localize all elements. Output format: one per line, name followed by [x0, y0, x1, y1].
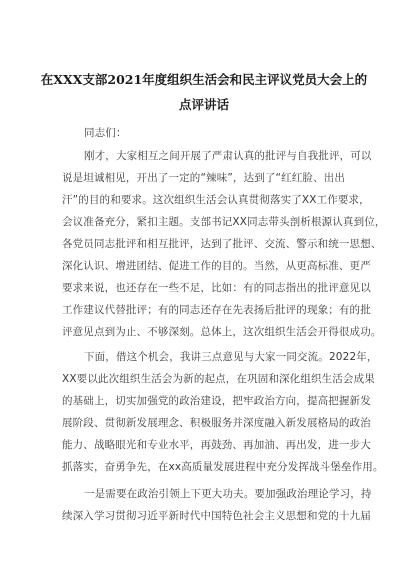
paragraph-line: 各党员同志批评和相互批评，达到了批评、交流、警示和统一思想、: [62, 238, 382, 250]
paragraph-line: 能力、战略眼光和专业水平，再鼓劲、再加油、再出发，进一步大: [62, 439, 371, 451]
paragraph-line: 工作建议代替批评；有的同志还存在先表扬后批评的现象；有的批: [62, 304, 371, 316]
paragraph-line: 展阶段、贯彻新发展理念、积极服务并深度融入新发展格局的政治: [62, 417, 371, 429]
paragraph-line: 要求来说，也还存在一些不足，比如：有的同志指出的批评意见以: [62, 282, 371, 294]
salutation: 同志们：: [84, 127, 127, 139]
paragraph-line: 下面，借这个机会，我讲三点意见与大家一同交流。2022年，: [84, 351, 378, 363]
paragraph-line: 深化认识、增进团结、促进工作的目的。当然，从更高标准、更严: [62, 260, 371, 272]
paragraph-line: 抓落实，奋勇争先，在xx高质量发展进程中充分发挥战斗堡垒作用。: [62, 461, 384, 473]
paragraph-line: 续深入学习贯彻习近平新时代中国特色社会主义思想和党的十九届: [62, 510, 371, 522]
document-title-line-2: 点评讲话: [178, 97, 229, 112]
document-title-line-1: 在XXX支部2021年度组织生活会和民主评议党员大会上的: [40, 72, 368, 87]
paragraph-line: 说是坦诚相见，开出了一定的“辣味”，达到了“红红脸、出出: [62, 172, 346, 184]
paragraph-line: 汗”的目的和要求。这次组织生活会认真贯彻落实了XX工作要求，: [62, 194, 370, 206]
paragraph-line: 一是需要在政治引领上下更大功夫。要加强政治理论学习，持: [84, 488, 372, 500]
paragraph-line: 会议准备充分，紧扣主题。支部书记XX同志带头剖析根源认真到位，: [62, 216, 386, 228]
paragraph-line: XX要以此次组织生活会为新的起点，在巩固和深化组织生活会成果: [62, 373, 375, 385]
paragraph-line: 刚才，大家相互之间开展了严肃认真的批评与自我批评，可以: [84, 150, 372, 162]
paragraph-line: 评意见点到为止、不够深刻。总体上，这次组织生活会开得很成功。: [62, 326, 382, 338]
paragraph-line: 的基础上，切实加强党的政治建设，把牢政治方向，提高把握新发: [62, 395, 371, 407]
